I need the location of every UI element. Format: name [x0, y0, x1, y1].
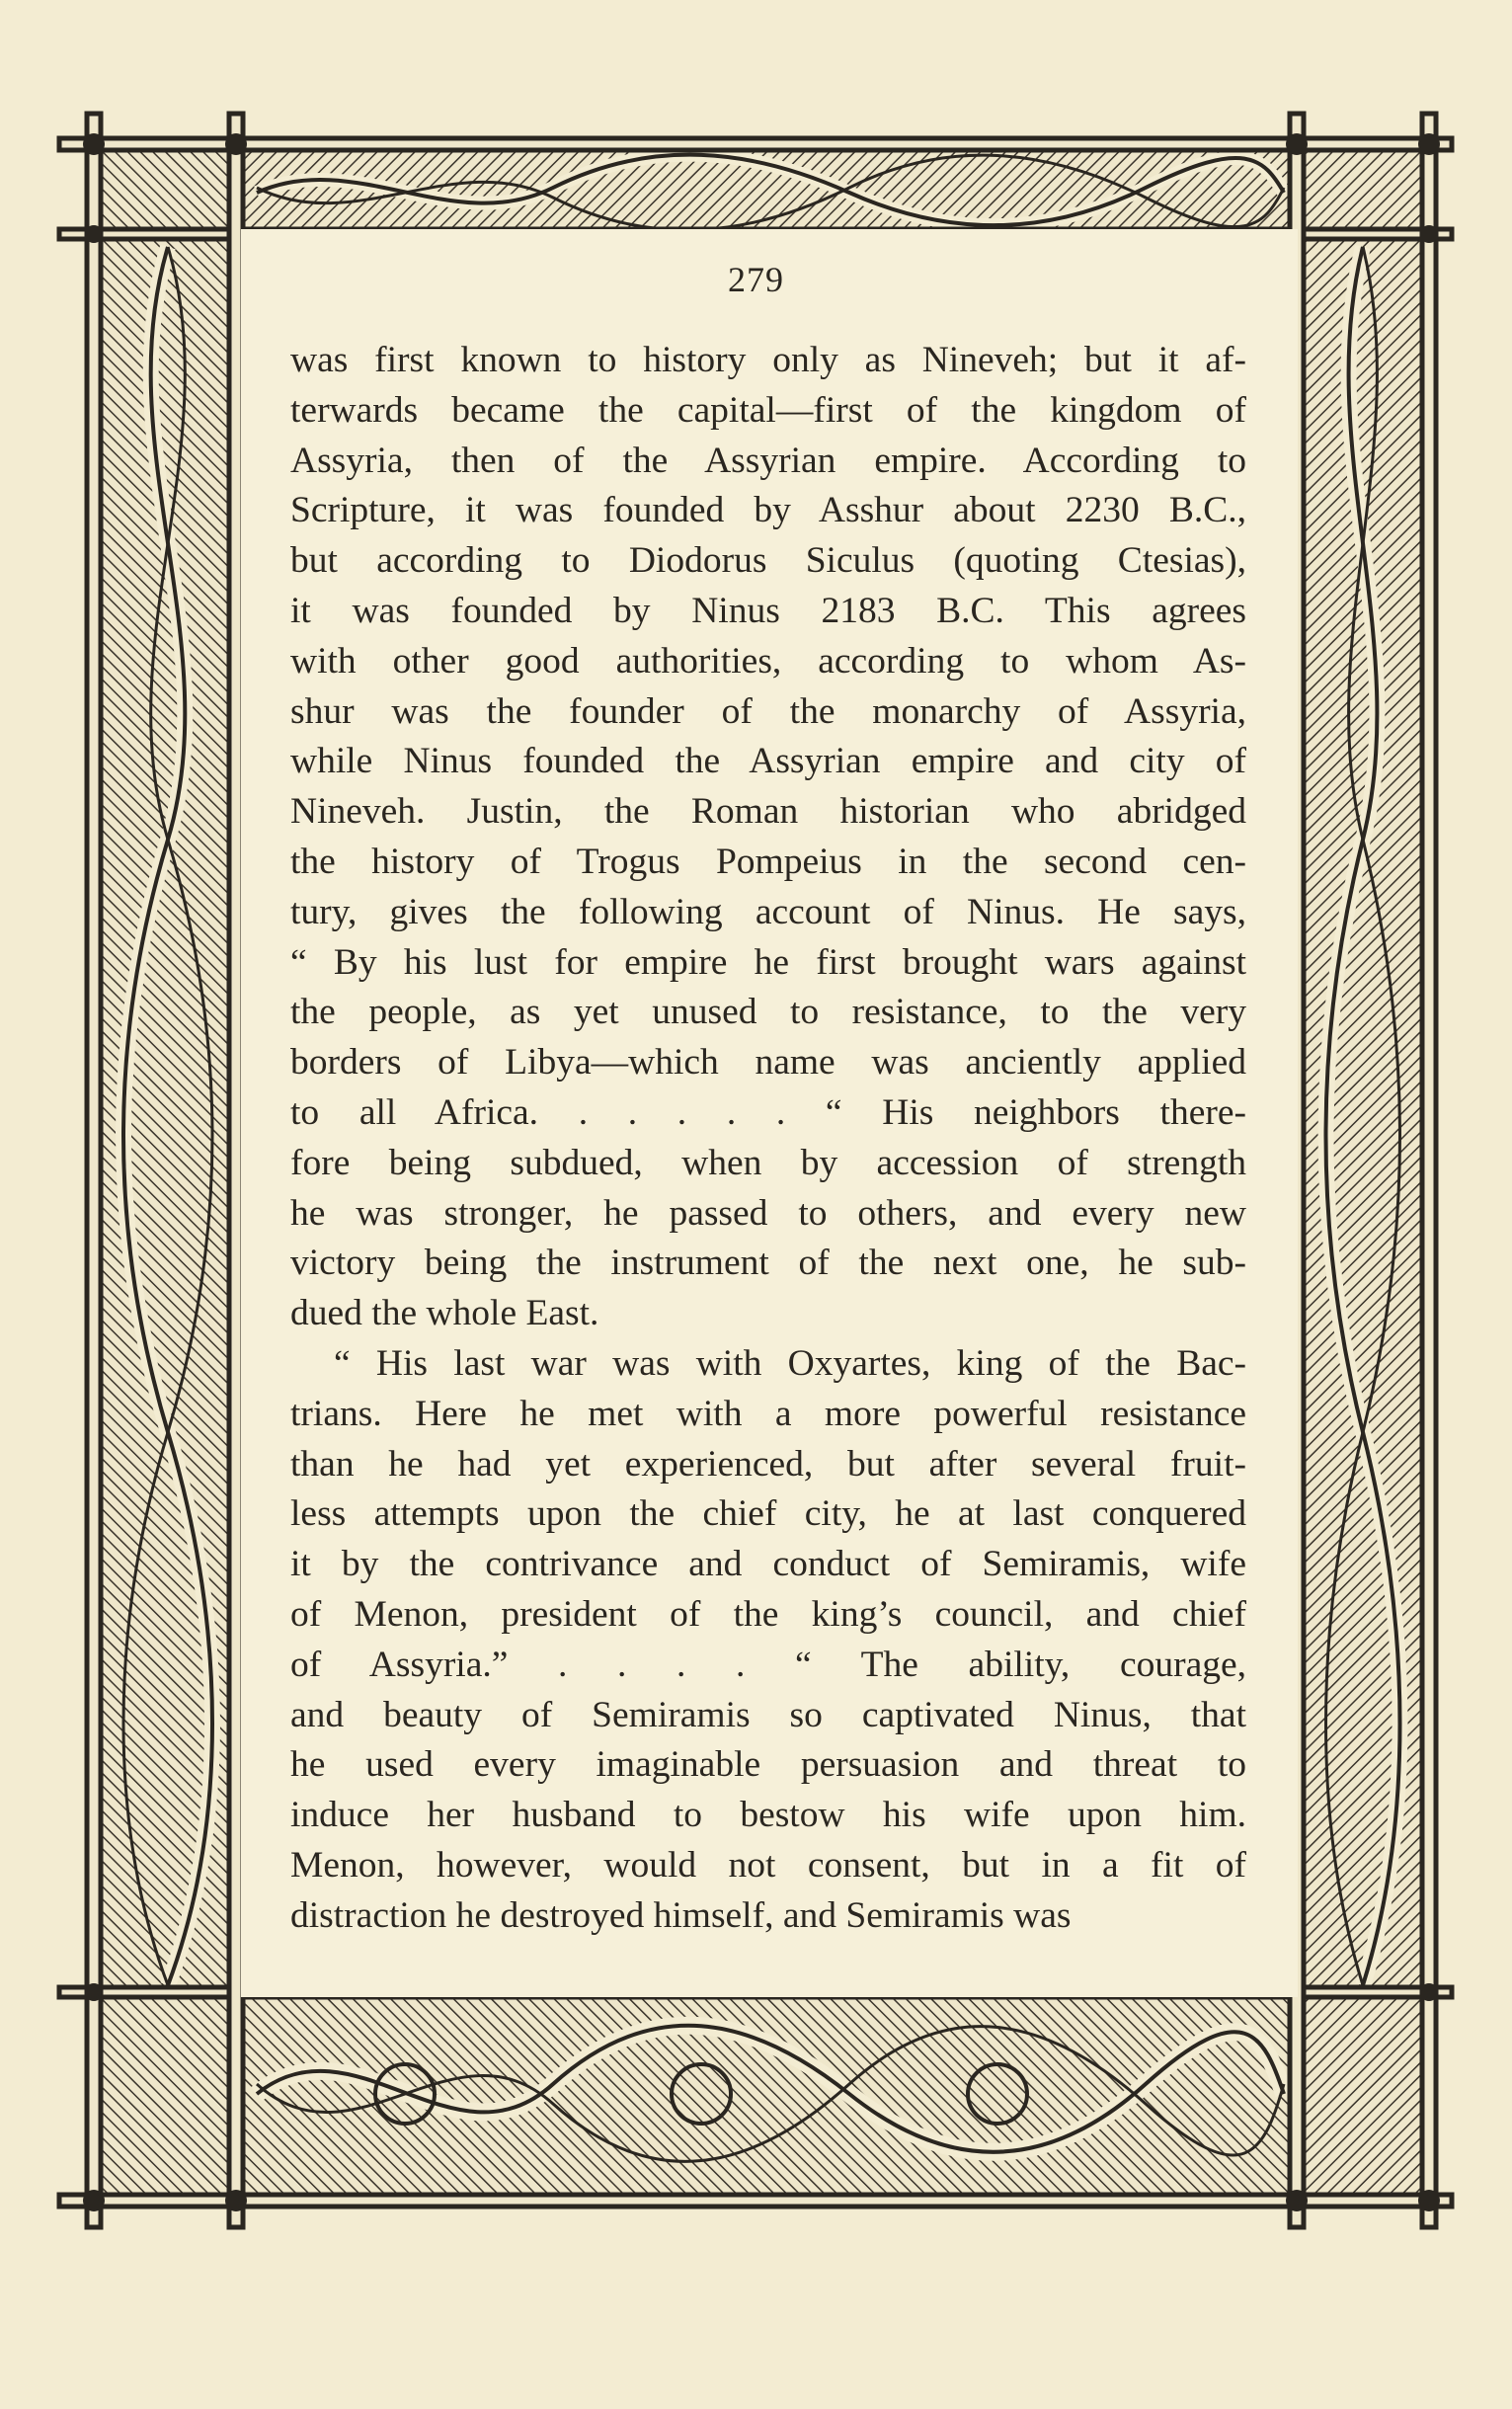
text-line: it was founded by Ninus 2183 B.C. This agrees [290, 590, 1246, 631]
text-line: victory being the instrument of the next one, he sub- [290, 1243, 1246, 1284]
text-line: fore being subdued, when by accession of strength [290, 1142, 1246, 1183]
text-line: to all Africa. . . . . . “ His neighbors there- [290, 1091, 1246, 1133]
text-line: was first known to history only as Nineveh; but it af- [290, 340, 1246, 380]
page-number: 279 [728, 260, 784, 299]
text-line: tury, gives the following account of Ninus. He says, [290, 891, 1246, 932]
body-text [290, 336, 1246, 1942]
text-line: Assyria, then of the Assyrian empire. According to [290, 440, 1246, 481]
text-line: he was stronger, he passed to others, and every new [290, 1192, 1246, 1234]
text-line: Menon, however, would not consent, but in a fit of [290, 1844, 1246, 1886]
text-line: the people, as yet unused to resistance, to the very [290, 992, 1246, 1033]
text-line: less attempts upon the chief city, he at last conquered [290, 1493, 1246, 1535]
text-line: trians. Here he met with a more powerful resistance [290, 1393, 1246, 1434]
text-line: terwards became the capital—first of the kingdom of [290, 389, 1246, 431]
text-line: induce her husband to bestow his wife upon him. [290, 1795, 1246, 1836]
text-line: Scripture, it was founded by Asshur about 2230 B.C., [290, 490, 1246, 531]
text-line: “ His last war was with Oxyartes, king of the Bac- [334, 1342, 1246, 1384]
text-line: with other good authorities, according to whom As- [290, 640, 1246, 682]
text-line: it by the contrivance and conduct of Semiramis, wife [290, 1544, 1246, 1585]
text-line: than he had yet experienced, but after several fruit- [290, 1443, 1246, 1485]
text-line: while Ninus founded the Assyrian empire and city of [290, 741, 1246, 782]
text-line: and beauty of Semiramis so captivated Ninus, that [290, 1694, 1246, 1735]
text-line: of Assyria.” . . . . “ The ability, courage, [290, 1644, 1246, 1685]
text-line: he used every imaginable persuasion and threat to [290, 1744, 1246, 1786]
text-line: but according to Diodorus Siculus (quoting Ctesias), [290, 540, 1246, 582]
text-line: shur was the founder of the monarchy of Assyria, [290, 690, 1246, 732]
text-line: distraction he destroyed himself, and Semiramis was [290, 1894, 1072, 1936]
text-line: the history of Trogus Pompeius in the second cen- [290, 841, 1246, 882]
text-line: Nineveh. Justin, the Roman historian who abridged [290, 791, 1246, 833]
text-line: dued the whole East. [290, 1293, 599, 1334]
text-line: borders of Libya—which name was anciently applied [290, 1042, 1246, 1084]
text-line: of Menon, president of the king’s council, and chief [290, 1593, 1246, 1635]
text-line: “ By his lust for empire he first brought wars against [290, 941, 1246, 983]
